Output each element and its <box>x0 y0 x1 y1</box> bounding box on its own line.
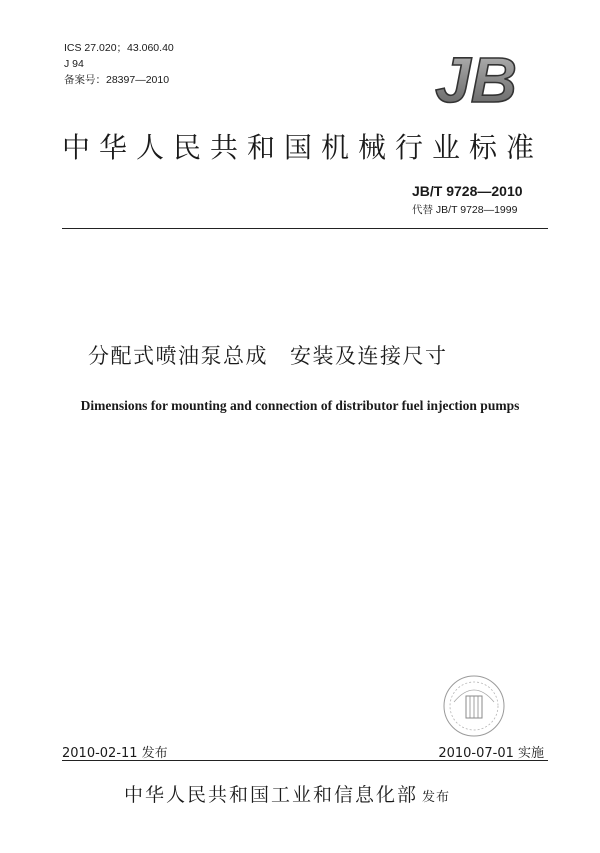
jb-logo <box>420 46 532 108</box>
jb-logo-text: JB <box>435 46 517 108</box>
standard-replaces: 代替 JB/T 9728—1999 <box>412 204 518 216</box>
publisher-suffix: 发布 <box>422 790 451 805</box>
implementation-date: 2010-07-01 实施 <box>438 746 544 761</box>
title-part-2: 安装及连接尺寸 <box>290 344 448 368</box>
record-number: 备案号：28397—2010 <box>64 74 170 86</box>
standard-category-title: 中华人民共和国机械行业标准 <box>62 131 544 164</box>
standard-code: JB/T 9728—2010 <box>412 183 523 199</box>
top-divider <box>62 228 548 229</box>
title-part-1: 分配式喷油泵总成 <box>88 344 268 368</box>
publisher-name: 中华人民共和国工业和信息化部 <box>124 784 419 806</box>
document-title-chinese <box>88 340 448 370</box>
issue-date: 2010-02-11 发布 <box>62 746 168 761</box>
document-metadata <box>64 40 174 88</box>
ics-code: ICS 27.020；43.060.40 <box>64 42 174 54</box>
publisher-seal-icon <box>440 672 508 740</box>
classification-code: J 94 <box>64 58 84 70</box>
publisher <box>124 780 450 807</box>
document-title-english: Dimensions for mounting and connection of distributor fuel injection pumps <box>80 398 520 413</box>
